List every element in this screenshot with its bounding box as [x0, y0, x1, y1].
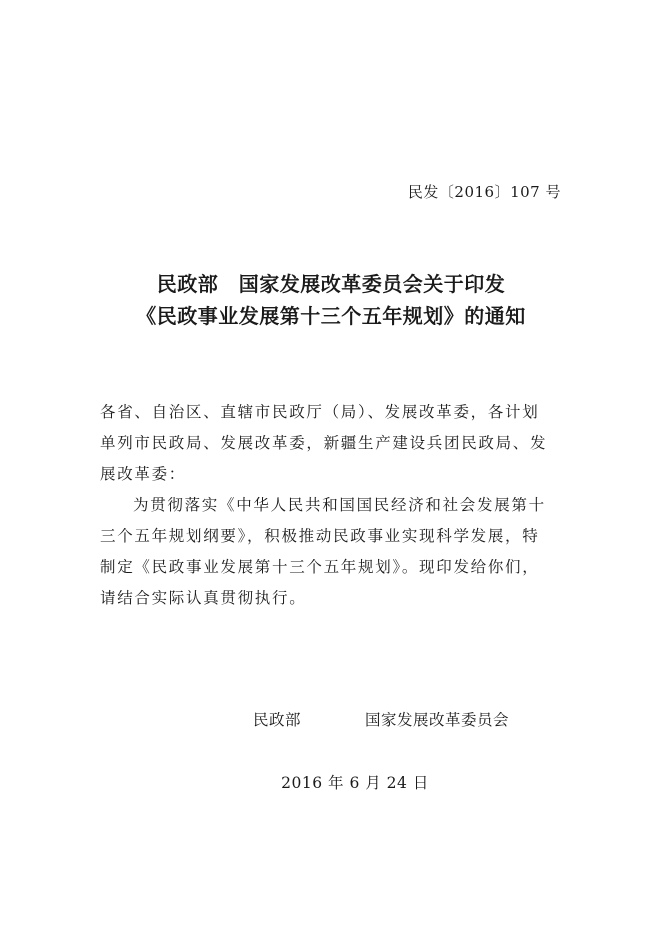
addressee-line: 展改革委：: [100, 465, 187, 483]
document-date: 2016 年 6 月 24 日: [281, 774, 429, 792]
document-body: [100, 397, 564, 614]
body-line: 三个五年规划纲要》，积极推动民政事业实现科学发展，特: [100, 527, 540, 545]
signature-org-ndrc: 国家发展改革委员会: [365, 711, 510, 729]
title-line: 《民政事业发展第十三个五年规划》的通知: [136, 304, 526, 328]
addressee-line: 各省、自治区、直辖市民政厅（局）、发展改革委，各计划: [100, 403, 540, 421]
document-number: 民发〔2016〕107 号: [407, 183, 561, 201]
body-line: 请结合实际认真贯彻执行。: [100, 589, 307, 607]
body-line: 制定《民政事业发展第十三个五年规划》。现印发给你们，: [100, 558, 540, 576]
signature-org-civil-affairs: 民政部: [253, 711, 302, 729]
document-title: [0, 268, 662, 332]
body-line: 为贯彻落实《中华人民共和国国民经济和社会发展第十: [133, 496, 546, 514]
signature-block: [253, 708, 509, 732]
title-line: 民政部 国家发展改革委员会关于印发: [156, 272, 506, 296]
addressee-line: 单列市民政局、发展改革委，新疆生产建设兵团民政局、发: [100, 434, 548, 452]
